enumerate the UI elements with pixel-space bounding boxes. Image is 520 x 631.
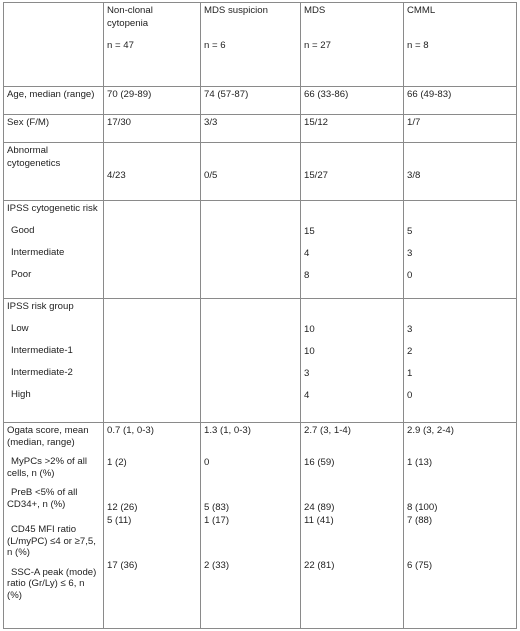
cell-value <box>201 423 301 629</box>
header-label: CMML <box>407 5 436 16</box>
row-label-line: IPSS cytogenetic risk <box>7 203 98 214</box>
value-text: 3 <box>407 323 413 335</box>
value-text: 5 (11) <box>107 515 132 526</box>
sub-label: ratio (Gr/Ly) ≤ 6, n <box>7 578 85 589</box>
value-text: 4 <box>304 389 310 401</box>
value-text: 0/5 <box>204 170 218 181</box>
cell-value <box>104 143 201 201</box>
value-text: 8 (100) <box>407 501 438 513</box>
cell-empty <box>104 201 201 299</box>
cell-value: 17/30 <box>104 115 201 143</box>
cell-value <box>404 201 517 299</box>
value-text: 7 (88) <box>407 515 433 526</box>
sub-label: CD45 MFI ratio <box>11 524 77 535</box>
value-text: 11 (41) <box>304 515 334 526</box>
cell-value <box>404 299 517 423</box>
cell-empty <box>201 201 301 299</box>
value-text: 5 <box>407 225 413 237</box>
header-label: MDS <box>304 5 326 16</box>
cell-value <box>301 299 404 423</box>
header-n: n = 6 <box>204 40 226 51</box>
cell-value <box>301 423 404 629</box>
value-text: 3 <box>304 367 310 379</box>
header-row <box>4 3 517 87</box>
header-label: cytopenia <box>107 17 149 29</box>
value-text: 1 <box>407 367 413 379</box>
row-label <box>4 299 104 423</box>
row-sex <box>4 115 517 143</box>
sub-label: Intermediate-2 <box>11 367 73 378</box>
row-label: Age, median (range) <box>4 87 104 115</box>
value-text: 0 <box>407 269 413 281</box>
row-label <box>4 201 104 299</box>
value-text: 16 (59) <box>304 457 335 468</box>
row-ipss-cytogenetic-risk <box>4 201 517 299</box>
row-label-line: IPSS risk group <box>7 301 74 312</box>
cell-empty <box>104 299 201 423</box>
sub-label: (L/myPC) ≤4 or ≥7,5, <box>7 535 96 547</box>
sub-label: n (%) <box>7 547 30 558</box>
row-label: Sex (F/M) <box>4 115 104 143</box>
value-text: 0.7 (1, 0-3) <box>107 425 154 436</box>
row-label-line: Ogata score, mean <box>7 425 89 436</box>
row-label-line: (median, range) <box>7 436 75 448</box>
cell-value <box>201 143 301 201</box>
header-n: n = 47 <box>107 40 134 51</box>
value-text: 12 (26) <box>107 501 138 513</box>
header-empty-cell <box>4 3 104 87</box>
sub-label: Poor <box>11 269 32 280</box>
header-non-clonal <box>104 3 201 87</box>
sub-label: (%) <box>7 589 22 601</box>
header-label: Non-clonal <box>107 5 153 16</box>
value-text: 8 <box>304 269 310 281</box>
row-ipss-risk-group <box>4 299 517 423</box>
value-text: 0 <box>204 457 210 468</box>
value-text: 4 <box>304 247 310 259</box>
value-text: 4/23 <box>107 170 126 181</box>
cell-value <box>301 143 404 201</box>
value-text: 5 (83) <box>204 501 230 513</box>
cell-value <box>404 423 517 629</box>
sub-label: Intermediate <box>11 247 65 258</box>
value-text: 2 <box>407 345 413 357</box>
cell-value <box>301 201 404 299</box>
sub-label: PreB <5% of all <box>11 487 78 498</box>
value-text: 24 (89) <box>304 501 335 513</box>
value-text: 15/27 <box>304 170 329 181</box>
row-label <box>4 423 104 629</box>
value-text: 1 (17) <box>204 515 230 526</box>
cell-value <box>104 423 201 629</box>
value-text: 15 <box>304 225 315 237</box>
value-text: 1 (13) <box>407 457 433 468</box>
value-text: 0 <box>407 389 413 401</box>
cell-value: 66 (33-86) <box>301 87 404 115</box>
value-text: 2.7 (3, 1-4) <box>304 425 351 436</box>
header-n: n = 8 <box>407 40 429 51</box>
sub-label: High <box>11 389 31 400</box>
value-text: 10 <box>304 345 315 357</box>
header-mds-suspicion <box>201 3 301 87</box>
sub-label: Intermediate-1 <box>11 345 73 356</box>
sub-label: Good <box>11 225 35 236</box>
cell-value <box>404 143 517 201</box>
cell-value: 1/7 <box>404 115 517 143</box>
value-text: 10 <box>304 323 315 335</box>
sub-label: SSC-A peak (mode) <box>11 566 97 578</box>
value-text: 22 (81) <box>304 559 335 571</box>
header-cmml <box>404 3 517 87</box>
results-table <box>3 2 517 629</box>
header-n: n = 27 <box>304 40 331 51</box>
value-text: 17 (36) <box>107 559 138 571</box>
header-label: MDS suspicion <box>204 5 268 16</box>
row-ogata-score <box>4 423 517 629</box>
row-cytogenetics <box>4 143 517 201</box>
row-label-line: cytogenetics <box>7 157 61 169</box>
value-text: 3 <box>407 247 413 259</box>
row-label-line: Abnormal <box>7 145 49 156</box>
cell-value: 74 (57-87) <box>201 87 301 115</box>
value-text: 3/8 <box>407 170 421 181</box>
row-label <box>4 143 104 201</box>
cell-value: 70 (29-89) <box>104 87 201 115</box>
row-age <box>4 87 517 115</box>
value-text: 6 (75) <box>407 559 433 571</box>
cell-value: 3/3 <box>201 115 301 143</box>
sub-label: Low <box>11 323 29 334</box>
value-text: 1 (2) <box>107 457 127 468</box>
header-mds <box>301 3 404 87</box>
value-text: 1.3 (1, 0-3) <box>204 425 251 436</box>
cell-empty <box>201 299 301 423</box>
sub-label: cells, n (%) <box>7 467 55 479</box>
value-text: 2.9 (3, 2-4) <box>407 425 454 436</box>
value-text: 2 (33) <box>204 559 230 571</box>
sub-label: CD34+, n (%) <box>7 498 66 510</box>
cell-value: 66 (49-83) <box>404 87 517 115</box>
sub-label: MyPCs >2% of all <box>11 456 87 467</box>
cell-value: 15/12 <box>301 115 404 143</box>
